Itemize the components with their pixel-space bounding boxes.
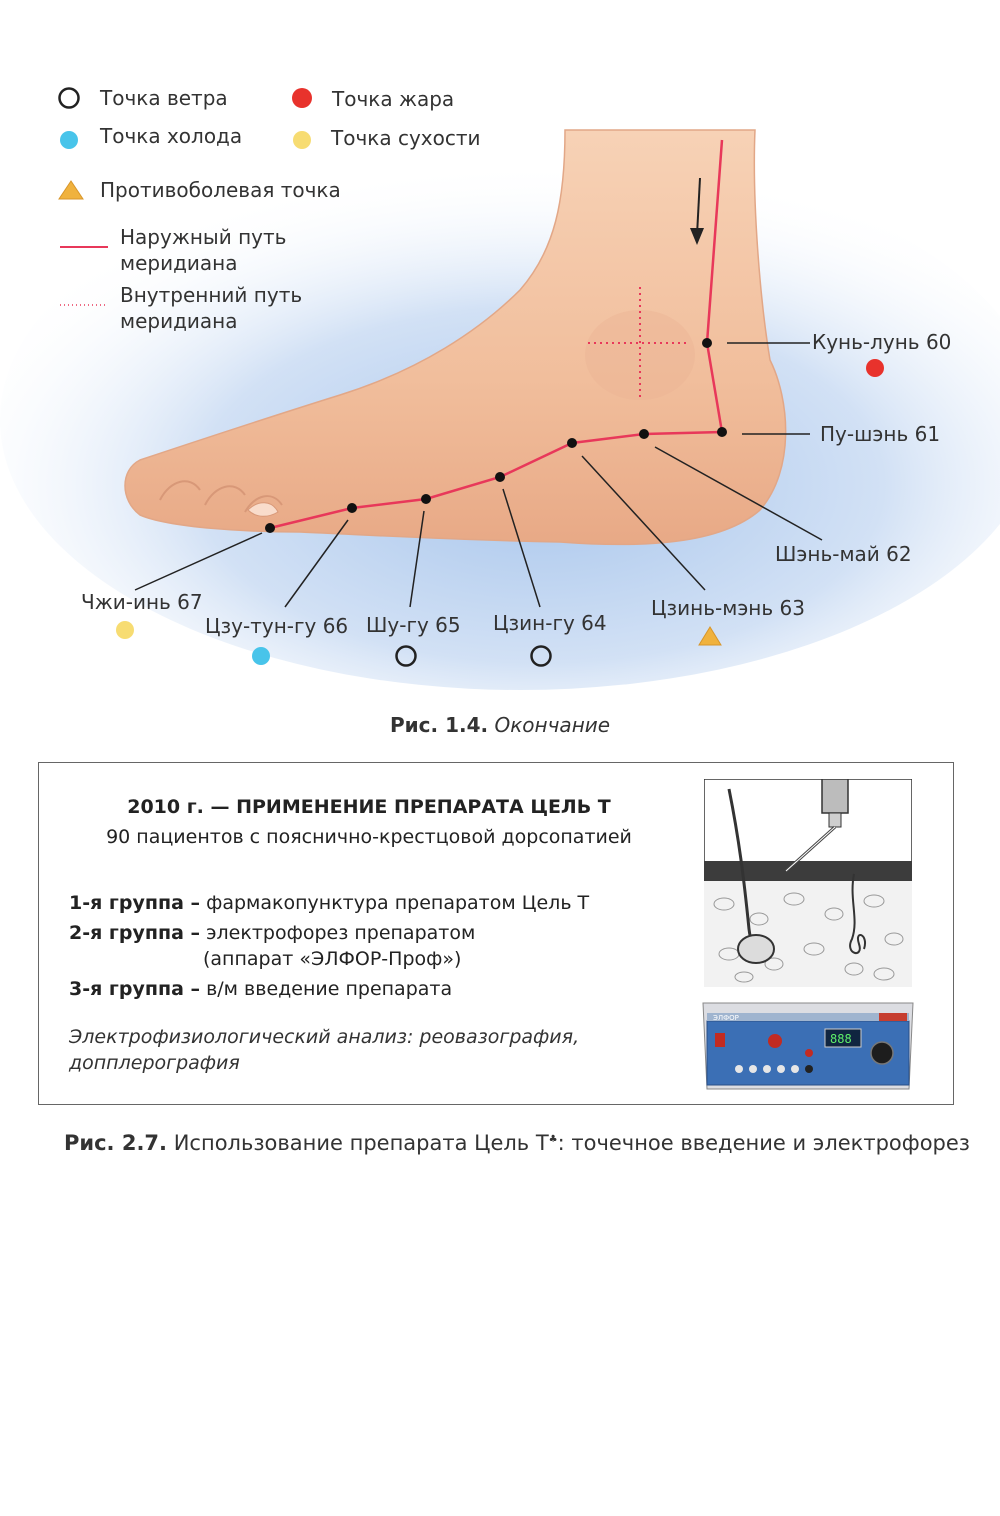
legend-analgesic-label: Противоболевая точка bbox=[100, 178, 341, 202]
legend-inner-path-label: меридиана bbox=[120, 309, 238, 333]
legend-inner-path-label: Внутренний путь bbox=[120, 283, 303, 307]
point-63 bbox=[567, 438, 577, 448]
group-3 bbox=[69, 977, 452, 1001]
group-2-name: 2-я группа – bbox=[69, 922, 201, 944]
point-66 bbox=[347, 503, 357, 513]
legend-heat-label: Точка жара bbox=[332, 87, 455, 111]
legend-wind-symbol bbox=[60, 89, 79, 108]
label-point-61: Пу-шэнь 61 bbox=[820, 422, 941, 446]
group-2-device: (аппарат «ЭЛФОР-Проф») bbox=[203, 948, 462, 970]
point-67 bbox=[265, 523, 275, 533]
label-point-62: Шэнь-май 62 bbox=[775, 542, 912, 566]
study-title: 2010 г. — ПРИМЕНЕНИЕ ПРЕПАРАТА ЦЕЛЬ Т bbox=[127, 796, 611, 818]
figure-1-caption bbox=[390, 713, 610, 737]
device-display: 888 bbox=[830, 1032, 852, 1046]
legend-dry-symbol bbox=[293, 131, 311, 149]
legend-cold-label: Точка холода bbox=[100, 124, 243, 148]
study-info-box bbox=[38, 762, 954, 1105]
heat-point-symbol bbox=[866, 359, 884, 377]
label-point-67: Чжи-инь 67 bbox=[81, 590, 203, 614]
group-3-text: в/м введение препарата bbox=[206, 978, 453, 1000]
foot-meridian-diagram bbox=[0, 0, 1000, 700]
legend-wind-label: Точка ветра bbox=[100, 86, 228, 110]
analysis-line: Электрофизиологический анализ: реовазография, bbox=[69, 1026, 580, 1048]
dry-point-symbol bbox=[116, 621, 134, 639]
group-1 bbox=[69, 891, 589, 915]
cold-point-symbol bbox=[252, 647, 270, 665]
figure-2-caption bbox=[64, 1131, 970, 1155]
figure-2-caption-rest: : точечное введение и электрофорез bbox=[557, 1131, 970, 1155]
label-point-64: Цзин-гу 64 bbox=[493, 611, 607, 635]
point-62 bbox=[639, 429, 649, 439]
figure-2-caption-text: Использование препарата Цель Т bbox=[173, 1131, 549, 1155]
point-60 bbox=[702, 338, 712, 348]
legend-dry-label: Точка сухости bbox=[331, 126, 481, 150]
label-point-63: Цзинь-мэнь 63 bbox=[651, 596, 805, 620]
label-point-60: Кунь-лунь 60 bbox=[812, 330, 952, 354]
legend-analgesic-symbol bbox=[59, 181, 83, 199]
device-brand: ЭЛФОР bbox=[713, 1014, 739, 1022]
skin-injection-illustration bbox=[704, 779, 912, 987]
study-subtitle: 90 пациентов с пояснично-крестцовой дорсопатией bbox=[106, 826, 632, 848]
point-61 bbox=[717, 427, 727, 437]
point-64 bbox=[495, 472, 505, 482]
figure-1-caption-number: Рис. 1.4. bbox=[390, 713, 489, 737]
figure-2-caption-number: Рис. 2.7. bbox=[64, 1131, 168, 1155]
trademark-mark: ♣ bbox=[548, 1134, 558, 1145]
analysis-line: допплерография bbox=[69, 1052, 240, 1074]
elfor-device-illustration bbox=[697, 991, 919, 1093]
legend-outer-path-label: меридиана bbox=[120, 251, 238, 275]
group-1-name: 1-я группа – bbox=[69, 892, 201, 914]
group-2 bbox=[69, 921, 475, 945]
hair-bulb bbox=[738, 935, 774, 963]
group-3-name: 3-я группа – bbox=[69, 978, 201, 1000]
point-65 bbox=[421, 494, 431, 504]
group-1-text: фармакопунктура препаратом Цель Т bbox=[206, 892, 590, 914]
group-2-text: электрофорез препаратом bbox=[206, 922, 476, 944]
legend-outer-path-label: Наружный путь bbox=[120, 225, 287, 249]
figure-1-caption-text: Окончание bbox=[494, 713, 611, 737]
legend-heat-symbol bbox=[292, 88, 312, 108]
syringe-tip bbox=[829, 813, 841, 827]
syringe-body bbox=[822, 779, 848, 813]
label-point-65: Шу-гу 65 bbox=[366, 613, 461, 637]
label-point-66: Цзу-тун-гу 66 bbox=[205, 614, 349, 638]
legend-cold-symbol bbox=[60, 131, 78, 149]
